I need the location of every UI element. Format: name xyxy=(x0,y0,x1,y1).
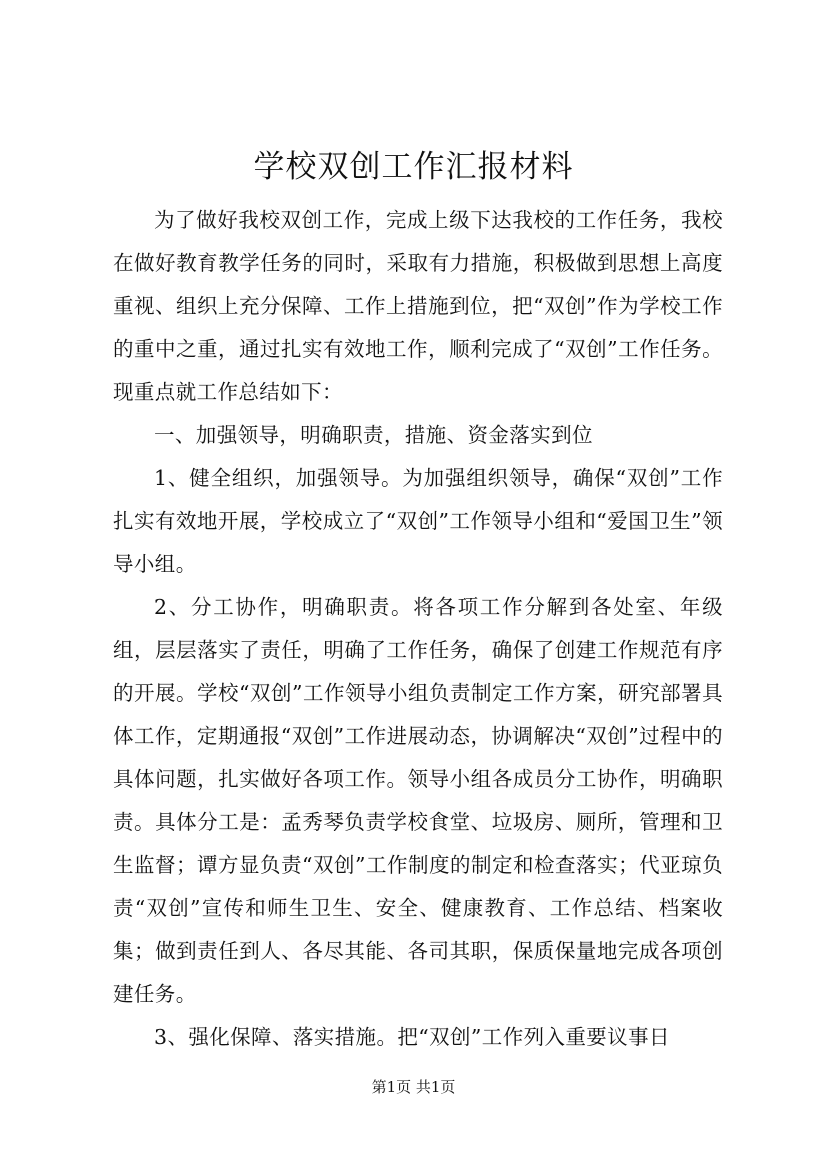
paragraph-item-3: 3、强化保障、落实措施。把“双创”工作列入重要议事日 xyxy=(154,1025,670,1049)
paragraph-item-1: 1、健全组织，加强领导。为加强组织领导，确保“双创”工作扎实有效地开展，学校成立了“双创”工作领导小组和“爱国卫生”领导小组。 xyxy=(113,466,723,576)
paragraph-item-2: 2、分工协作，明确职责。将各项工作分解到各处室、年级组，层层落实了责任，明确了工作任务，确保了创建工作规范有序的开展。学校“双创”工作领导小组负责制定工作方案，研究部署具体工作，定期通报“双创”工作进展动态，协调解决“双创”过程中的具体问题，扎实做好各项工作。领导小组各成员分工协作，明确职责。具体分工是：孟秀琴负责学校食堂、垃圾房、厕所，管理和卫生监督；谭方显负责“双创”工作制度的制定和检查落实；代亚琼负责“双创”宣传和师生卫生、安全、健康教育、工作总结、档案收集；做到责任到人、各尽其能、各司其职，保质保量地完成各项创建任务。 xyxy=(113,595,723,1006)
document-title: 学校双创工作汇报材料 xyxy=(253,149,574,185)
document-body xyxy=(113,199,723,1059)
page-footer: 第1页 共1页 xyxy=(371,1078,456,1096)
section-heading-1: 一、加强领导，明确职责，措施、资金落实到位 xyxy=(154,423,593,447)
paragraph-intro: 为了做好我校双创工作，完成上级下达我校的工作任务，我校在做好教育教学任务的同时，采取有力措施，积极做到思想上高度重视、组织上充分保障、工作上措施到位，把“双创”作为学校工作的重中之重，通过扎实有效地工作，顺利完成了“双创”工作任务。现重点就工作总结如下： xyxy=(113,208,723,404)
